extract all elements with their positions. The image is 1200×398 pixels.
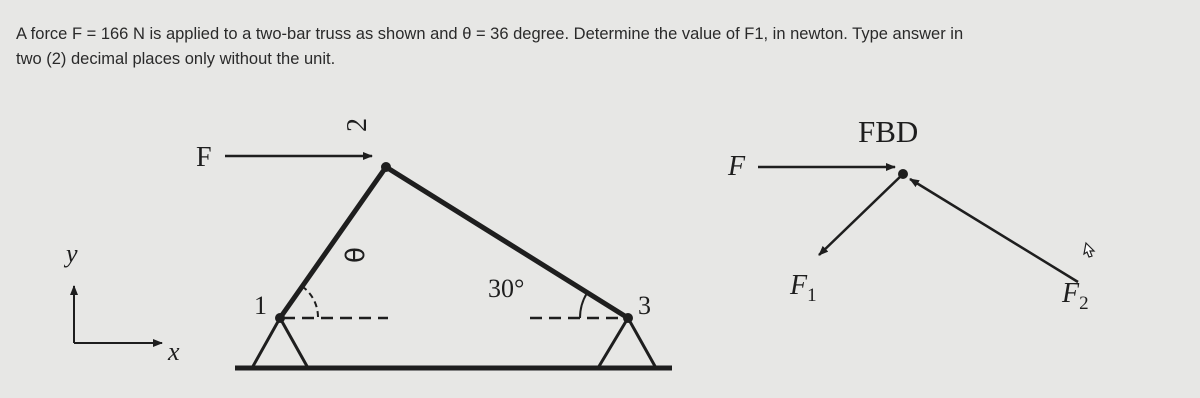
theta-label: θ bbox=[341, 247, 371, 263]
free-body-diagram bbox=[727, 114, 1089, 314]
coordinate-axes bbox=[63, 239, 180, 366]
angle-30-label: 30° bbox=[488, 274, 525, 303]
fbd-f2-vector bbox=[910, 179, 1078, 282]
fbd-f1-main: F bbox=[790, 270, 808, 301]
x-axis-label: x bbox=[168, 337, 180, 366]
node-1-label: 1 bbox=[254, 291, 267, 320]
fbd-f2-label bbox=[1061, 278, 1089, 314]
fbd-title: FBD bbox=[858, 114, 919, 149]
node-3 bbox=[623, 313, 633, 323]
pin-support-1 bbox=[252, 318, 308, 368]
question-line-2: two (2) decimal places only without the unit. bbox=[16, 50, 336, 68]
node-2 bbox=[381, 162, 391, 172]
mouse-cursor-icon bbox=[1084, 243, 1094, 257]
fbd-f1-label bbox=[789, 270, 817, 306]
fbd-f2-subscript: 2 bbox=[1079, 293, 1089, 314]
node-3-label: 3 bbox=[638, 291, 651, 320]
fbd-force-label: F bbox=[728, 151, 746, 182]
applied-force-label: F bbox=[196, 142, 212, 173]
bar-1-2 bbox=[280, 167, 386, 318]
angle-30-arc bbox=[580, 293, 587, 318]
y-axis-label: y bbox=[66, 239, 78, 268]
fbd-f1-subscript: 1 bbox=[807, 285, 817, 306]
pin-support-3 bbox=[598, 318, 656, 368]
fbd-f2-main: F bbox=[1062, 278, 1080, 309]
question-line-1: A force F = 166 N is applied to a two-bar truss as shown and θ = 36 degree. Determine the value of F1, in newton. Type answer in bbox=[16, 25, 964, 43]
theta-angle-arc bbox=[303, 287, 318, 317]
node-2-label: 2 bbox=[342, 118, 373, 132]
fbd-f1-vector bbox=[819, 174, 903, 255]
